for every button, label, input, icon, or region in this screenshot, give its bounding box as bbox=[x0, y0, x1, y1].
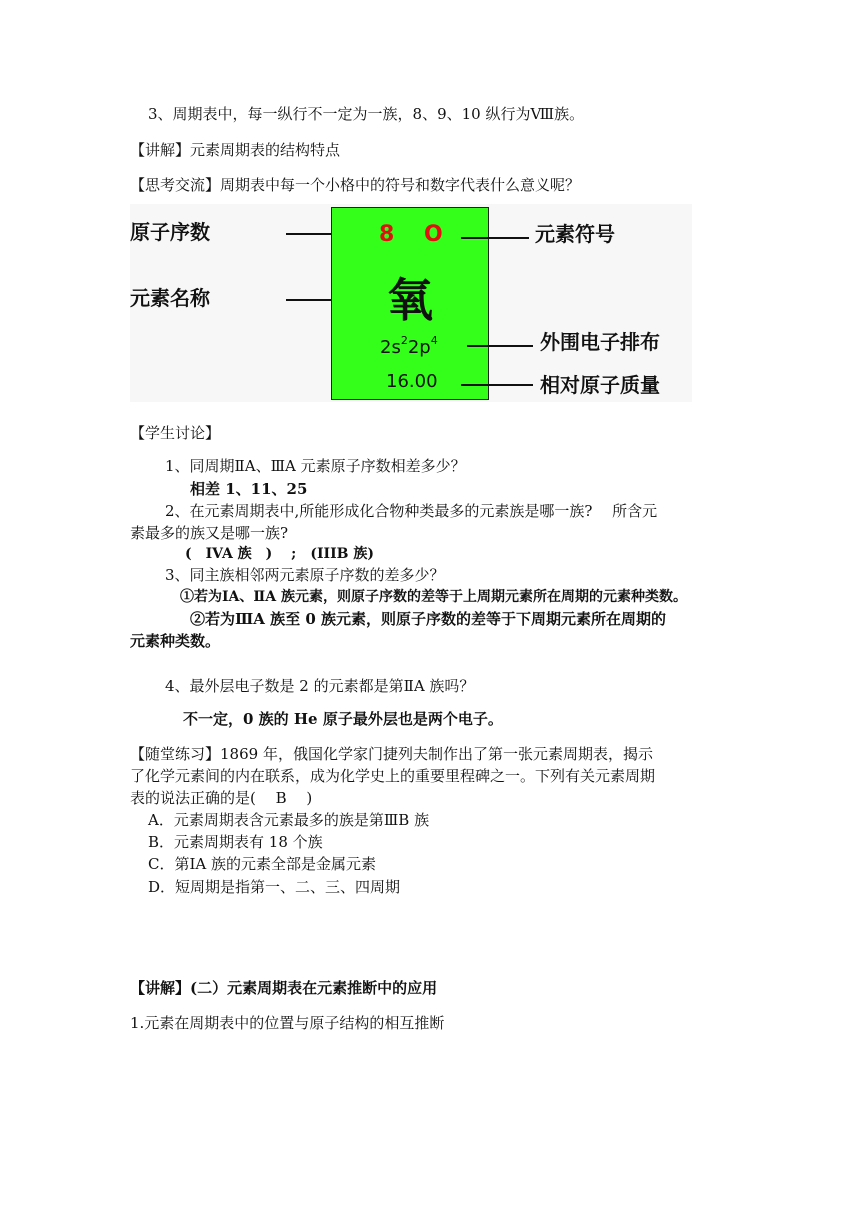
question-2-line1: 2、在元素周期表中,所能形成化合物种类最多的元素族是哪一族? 所含元 bbox=[165, 502, 658, 520]
answer-3-part1: ①若为ⅠA、ⅡA 族元素，则原子序数的差等于上周期元素所在周期的元素种类数。 bbox=[180, 589, 687, 605]
question-1: 1、同周期ⅡA、ⅢA 元素原子序数相差多少？ bbox=[165, 457, 466, 475]
option-a: A．元素周期表含元素最多的族是第ⅢB 族 bbox=[148, 811, 430, 829]
element-card bbox=[331, 207, 489, 400]
option-b: B．元素周期表有 18 个族 bbox=[148, 833, 323, 851]
line-vertical-groups: 3、周期表中，每一纵行不一定为一族，8、9、10 纵行为Ⅷ族。 bbox=[148, 105, 585, 123]
connector-electron-config bbox=[467, 345, 533, 347]
lecture-heading-2: 【讲解】(二）元素周期表在元素推断中的应用 bbox=[130, 979, 438, 997]
atomic-number: 8 bbox=[379, 222, 395, 247]
answer-1: 相差 1、11、25 bbox=[190, 480, 308, 498]
connector-symbol bbox=[461, 237, 529, 239]
label-electron-config: 外围电子排布 bbox=[540, 330, 660, 354]
element-symbol: O bbox=[424, 222, 443, 247]
answer-3-part2-line2: 元素种类数。 bbox=[130, 632, 221, 650]
option-c: C．第ⅠA 族的元素全部是金属元素 bbox=[148, 855, 377, 873]
question-3: 3、同主族相邻两元素原子序数的差多少？ bbox=[165, 566, 445, 584]
label-atomic-number: 原子序数 bbox=[130, 220, 210, 244]
label-atomic-mass: 相对原子质量 bbox=[540, 373, 660, 397]
element-cell-diagram bbox=[130, 204, 692, 402]
item-1: 1.元素在周期表中的位置与原子结构的相互推断 bbox=[130, 1014, 445, 1032]
discussion-heading: 【学生讨论】 bbox=[130, 424, 221, 442]
practice-line3: 表的说法正确的是( B ) bbox=[130, 789, 313, 807]
lecture-heading-1: 【讲解】元素周期表的结构特点 bbox=[130, 141, 341, 159]
answer-3-part2-line1: ②若为ⅢA 族至 0 族元素，则原子序数的差等于下周期元素所在周期的 bbox=[190, 610, 667, 628]
option-d: D．短周期是指第一、二、三、四周期 bbox=[148, 878, 401, 896]
answer-4: 不一定，0 族的 He 原子最外层也是两个电子。 bbox=[183, 710, 503, 728]
practice-line2: 了化学元素间的内在联系，成为化学史上的重要里程碑之一。下列有关元素周期 bbox=[130, 767, 656, 785]
label-symbol: 元素符号 bbox=[535, 222, 615, 246]
practice-line1: 【随堂练习】1869 年，俄国化学家门捷列夫制作出了第一张元素周期表，揭示 bbox=[130, 745, 653, 763]
connector-atomic-mass bbox=[461, 384, 533, 386]
atomic-mass: 16.00 bbox=[386, 371, 438, 392]
element-name: 氧 bbox=[387, 273, 433, 327]
answer-2: ( IVA 族 ) ; (IIIB 族) bbox=[185, 546, 374, 562]
electron-configuration: $2s^22p^4$ bbox=[380, 334, 438, 358]
question-2-line2: 素最多的族又是哪一族? bbox=[130, 524, 289, 542]
think-exchange-heading: 【思考交流】周期表中每一个小格中的符号和数字代表什么意义呢？ bbox=[130, 176, 581, 194]
label-element-name: 元素名称 bbox=[130, 286, 210, 310]
question-4: 4、最外层电子数是 2 的元素都是第ⅡA 族吗？ bbox=[165, 677, 475, 695]
